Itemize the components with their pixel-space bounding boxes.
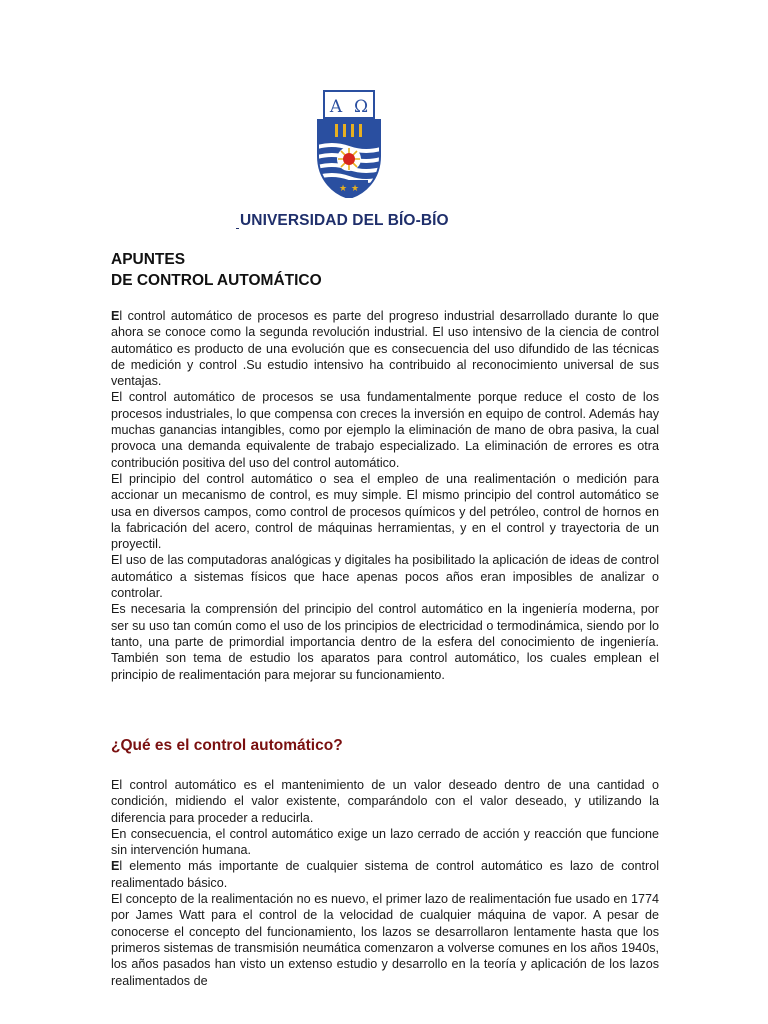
paragraph-text: l control automático de procesos es parte del progreso industrial desarrollado durante lo que ahora se conoce como la segunda revolución industrial. El uso intensivo de la ciencia de control automático es producto de una evolución que es consecuencia del uso difundido de las técnicas de medición y control .Su estudio intensivo ha contribuido al reconocimiento universal de sus ventajas.: [111, 309, 659, 389]
paragraph: En consecuencia, el control automático exige un lazo cerrado de acción y reacción que funcione sin intervención humana.: [111, 826, 659, 858]
paragraph: El concepto de la realimentación no es nuevo, el primer lazo de realimentación fue usado en 1774 por James Watt para el control de la velocidad de cualquier máquina de vapor. A pesar de conocerse el concepto del funcionamiento, los lazos se desarrollaron lentamente hasta que los primeros sistemas de transmisión neumática comenzaron a volverse comunes en los años 1940s, los años pasados han visto un extenso estudio y desarrollo en la teoría y aplicación de los lazos realimentados de: [111, 892, 659, 988]
underscore-mark: [236, 228, 239, 229]
paragraph: [111, 308, 659, 389]
title-line-1: APUNTES: [111, 251, 186, 268]
alpha-letter: A: [329, 97, 343, 117]
paragraph: El principio del control automático o sea el empleo de una realimentación o medición para accionar un mecanismo de control, es muy simple. El mismo principio del control automático se usa en diversos campos, como control de procesos químicos y del petróleo, control de hornos en la fabricación del acero, control de máquinas herramientas, y en el control y trayectoria de un proyectil.: [111, 471, 659, 552]
definition-section: [111, 777, 659, 989]
university-crest-logo: [316, 90, 382, 198]
paragraph: El control automático es el mantenimiento de un valor deseado dentro de una cantidad o condición, midiendo el valor existente, comparándolo con el valor deseado, y utilizando la diferencia para proceder a reducirla.: [111, 778, 659, 825]
paragraph-text: l elemento más importante de cualquier sistema de control automático es lazo de control realimentado básico.: [111, 859, 659, 890]
university-name: [236, 212, 449, 230]
drop-initial: E: [111, 859, 120, 874]
svg-text:★: ★: [338, 184, 348, 194]
document-title: [111, 249, 322, 291]
paragraph: El control automático de procesos se usa fundamentalmente porque reduce el costo de los procesos industriales, lo que compensa con creces la inversión en equipo de control. Además hay muchas ganancias intangibles, como por ejemplo la eliminación de mano de obra pasiva, la cual provoca una demanda equivalente de trabajo especializado. La eliminación de errores es otra contribución positiva del uso del control automático.: [111, 390, 659, 470]
intro-section: [111, 308, 659, 683]
svg-text:★: ★: [350, 184, 360, 194]
university-name-text: UNIVERSIDAD DEL BÍO-BÍO: [240, 212, 449, 229]
title-line-2: DE CONTROL AUTOMÁTICO: [111, 272, 322, 289]
omega-letter: Ω: [353, 97, 369, 117]
drop-initial: E: [111, 309, 120, 323]
paragraph: Es necesaria la comprensión del principio del control automático en la ingeniería moderna, por ser su uso tan común como el uso de los principios de electricidad o termodinámica, siendo por lo tanto, una parte de primordial importancia dentro de la esfera del conocimiento de ingeniería. También son tema de estudio los aparatos para control automático, los cuales emplean el principio de realimentación para mejorar su funcionamiento.: [111, 602, 659, 682]
paragraph: El uso de las computadoras analógicas y digitales ha posibilitado la aplicación de ideas de control automático a sistemas físicos que hace apenas pocos años eran imposibles de analizar o controlar.: [111, 553, 659, 601]
paragraph: [111, 858, 659, 891]
section-heading: ¿Qué es el control automático?: [111, 737, 343, 754]
